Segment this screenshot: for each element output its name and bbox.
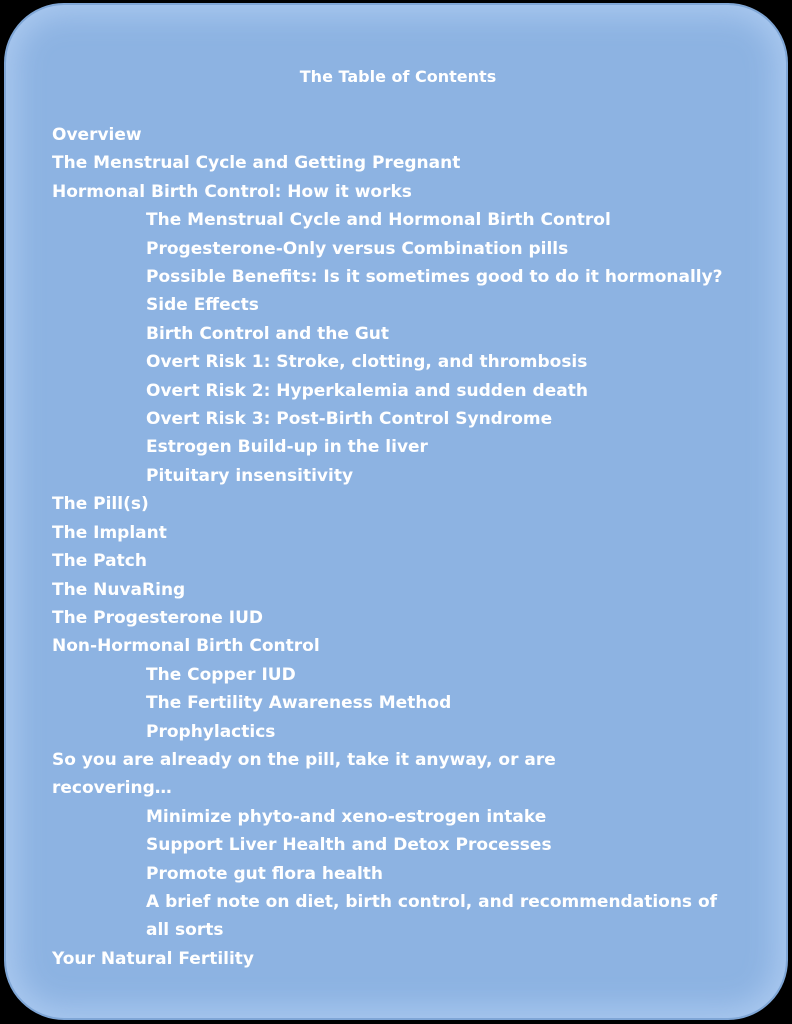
toc-list xyxy=(52,121,752,973)
toc-entry: Your Natural Fertility xyxy=(52,948,255,969)
toc-subentry: A brief note on diet, birth control, and recommendations of all sorts xyxy=(146,891,718,941)
toc-subentry: Prophylactics xyxy=(146,721,276,742)
toc-card xyxy=(4,3,788,1020)
toc-subentry: Overt Risk 2: Hyperkalemia and sudden death xyxy=(146,380,588,401)
toc-subentry: The Fertility Awareness Method xyxy=(146,693,452,714)
toc-entry: The Patch xyxy=(52,551,147,572)
toc-subentry: Progesterone-Only versus Combination pills xyxy=(146,238,569,259)
toc-subentry: Promote gut flora health xyxy=(146,863,384,884)
toc-entry: Hormonal Birth Control: How it works xyxy=(52,181,412,202)
toc-entry: The NuvaRing xyxy=(52,579,186,600)
toc-subentry: Support Liver Health and Detox Processes xyxy=(146,835,552,856)
toc-subentry: Estrogen Build-up in the liver xyxy=(146,437,428,458)
toc-subentry: Pituitary insensitivity xyxy=(146,465,354,486)
toc-entry: So you are already on the pill, take it anyway, or are recovering… xyxy=(52,749,556,799)
toc-entry: The Implant xyxy=(52,522,167,543)
toc-subentry: The Menstrual Cycle and Hormonal Birth Control xyxy=(146,210,611,231)
toc-entry: Overview xyxy=(52,125,142,145)
toc-title: The Table of Contents xyxy=(299,67,497,86)
toc-subentry: Birth Control and the Gut xyxy=(146,323,390,344)
toc-subentry: The Copper IUD xyxy=(146,664,296,685)
toc-entry: The Pill(s) xyxy=(52,494,149,515)
toc-entry: Non-Hormonal Birth Control xyxy=(52,636,320,657)
toc-subentry: Side Effects xyxy=(146,295,259,316)
toc-subentry: Overt Risk 3: Post-Birth Control Syndrome xyxy=(146,409,553,430)
toc-subentry: Overt Risk 1: Stroke, clotting, and thrombosis xyxy=(146,352,588,373)
toc-entry: The Progesterone IUD xyxy=(52,607,263,628)
toc-entry: The Menstrual Cycle and Getting Pregnant xyxy=(52,153,461,174)
toc-subentry: Possible Benefits: Is it sometimes good to do it hormonally? xyxy=(146,267,723,288)
toc-subentry: Minimize phyto-and xeno-estrogen intake xyxy=(146,806,547,827)
